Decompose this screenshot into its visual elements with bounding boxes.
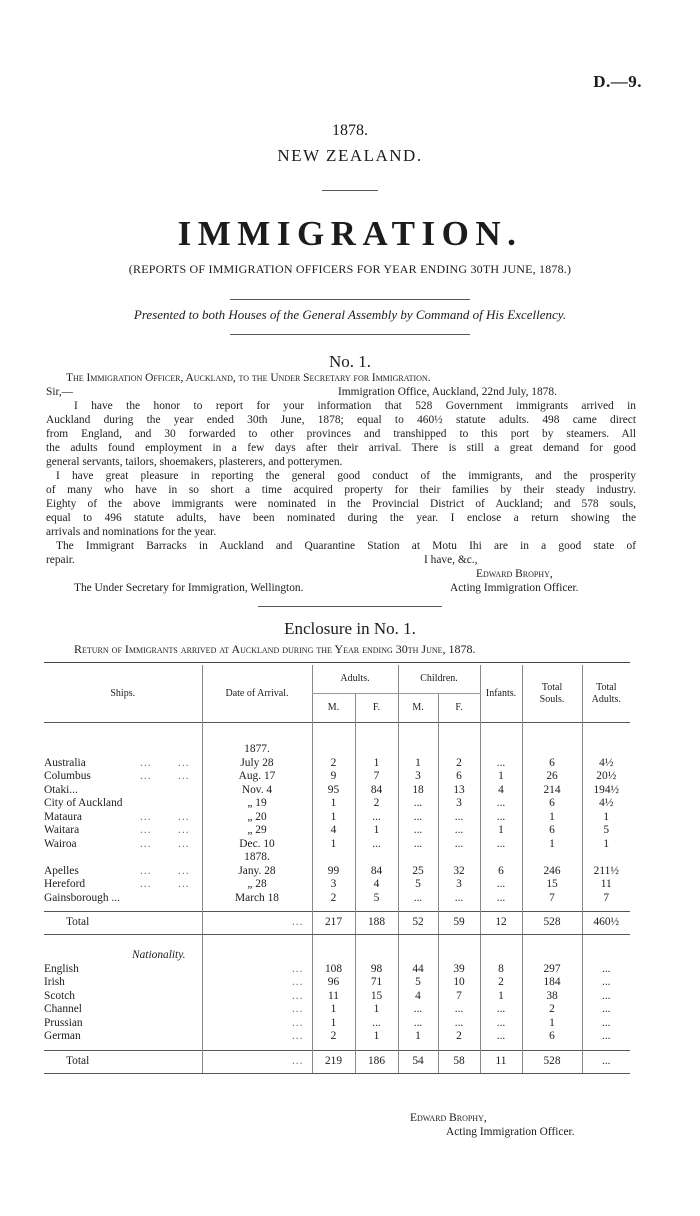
ship-name [44,865,202,879]
document-country: NEW ZEALAND. [277,146,423,165]
nationality-row [44,990,630,1004]
empty-cell [522,949,582,963]
letter-line: I have great pleasure in reporting the general good conduct of the immigrants, and the prosperity [56,470,636,482]
empty-cell [522,851,582,865]
children-m-cell: ... [398,838,438,852]
children-m-cell: ... [398,811,438,825]
total-souls-cell: 1 [522,811,582,825]
ship-row [44,770,630,784]
children-m-cell: ... [398,797,438,811]
adults-m-cell: 217 [312,912,355,935]
infants-cell: 12 [480,912,522,935]
spacer-cell [398,935,438,950]
letter-line: the adults found employment in a few days after their arrival. There is still a great demand for good [46,442,636,454]
infants-cell: 4 [480,784,522,798]
spacer-cell [480,935,522,950]
spacer-cell [202,723,312,744]
leader-dots: ... [178,837,190,850]
total-souls-cell: 6 [522,797,582,811]
spacer-cell [480,723,522,744]
ship-name [44,770,202,784]
letter-line: general servants, tailors, shoemakers, plasterers, and potterymen. [46,456,343,468]
col-header-children-m: M. [398,694,438,723]
ship-name [44,797,202,811]
letter-line: equal to 496 statute adults, have been nominated during the year. I enclose a return showing the [46,512,636,524]
col-header-total-souls: Total Souls. [522,665,582,723]
return-title: Return of Immigrants arrived at Auckland during the Year ending 30th June, 1878. [74,642,476,656]
adults-m-cell: 1 [312,838,355,852]
letter-line: Eighty of the above immigrants were nominated in the Provincial District of Auckland; and 578 souls, [46,498,636,510]
spacer-cell [202,935,312,950]
total-adults-cell: ... [582,1003,630,1017]
adults-f-cell: 71 [355,976,398,990]
spacer-cell [438,723,480,744]
year-label: 1877. [202,743,312,757]
empty-cell [480,743,522,757]
nationality-row [44,1003,630,1017]
adults-f-cell: 188 [355,912,398,935]
col-header-children: Children. [398,665,480,694]
total-adults-cell: ... [582,1050,630,1073]
children-f-cell: 13 [438,784,480,798]
col-header-adults-m: M. [312,694,355,723]
total-label: Total [44,1050,202,1073]
total-adults-cell: 4½ [582,757,630,771]
children-f-cell: ... [438,824,480,838]
subtitle-divider [230,299,470,300]
col-header-adults-f: F. [355,694,398,723]
year-label: 1878. [202,851,312,865]
ship-row [44,797,630,811]
table-top-rule [44,662,630,663]
total-adults-cell: 1 [582,838,630,852]
ship-name: Gainsborough ... [44,891,120,904]
adults-f-cell: ... [355,838,398,852]
total-adults-cell: 460½ [582,912,630,935]
date-cell: ... [202,976,312,990]
ship-name-text: Mataura [44,810,82,823]
adults-m-cell: 2 [312,1030,355,1044]
children-m-cell: 1 [398,1030,438,1044]
nationality-name: Irish [44,976,65,988]
empty-cell [312,851,355,865]
spacer-cell [355,723,398,744]
adults-f-cell: 186 [355,1050,398,1073]
empty-cell [438,949,480,963]
nationality-heading: Nationality. [132,949,186,961]
infants-cell: ... [480,1030,522,1044]
empty-cell [202,949,312,963]
children-f-cell: 6 [438,770,480,784]
empty-cell [398,949,438,963]
letter-closing: I have, &c., [424,554,478,566]
leader-dots: ... [140,878,152,890]
adults-f-cell: ... [355,811,398,825]
col-header-adults: Adults. [312,665,398,694]
date-cell: Nov. 4 [202,784,312,798]
children-m-cell: 52 [398,912,438,935]
total-adults-cell: 194½ [582,784,630,798]
date-cell: ... [202,1017,312,1031]
ship-name-text: Australia [44,756,86,769]
adults-m-cell: 95 [312,784,355,798]
total-souls-cell: 38 [522,990,582,1004]
ship-row [44,865,630,879]
spacer-cell [522,935,582,950]
spacer-row [44,935,630,950]
letter-address-line: The Immigration Officer, Auckland, to the Under Secretary for Immigration. [66,372,431,384]
presented-divider [230,334,470,335]
leader-dots: ... [178,864,190,877]
spacer-cell [312,723,355,744]
total-adults-cell: ... [582,1017,630,1031]
ship-name [44,811,202,825]
spacer-cell [582,935,630,950]
letter-line: Auckland during the year ended 30th June, 1878; equal to 460½ statute adults. 498 came direct [46,414,636,426]
total-adults-cell: 11 [582,878,630,892]
adults-f-cell: ... [355,1017,398,1031]
children-f-cell: 10 [438,976,480,990]
empty-cell [355,743,398,757]
children-f-cell: 39 [438,963,480,977]
letter-salutation: Sir,— [46,386,74,398]
children-m-cell: 1 [398,757,438,771]
total-adults-cell: ... [582,1030,630,1044]
children-m-cell: 3 [398,770,438,784]
infants-cell: ... [480,1017,522,1031]
ship-row [44,784,630,798]
adults-f-cell: 1 [355,757,398,771]
infants-cell: 6 [480,865,522,879]
date-cell: March 18 [202,892,312,906]
spacer-cell [44,723,202,744]
col-header-children-f: F. [438,694,480,723]
document-reference: D.—9. [593,72,642,91]
spacer-row [44,723,630,744]
infants-cell: ... [480,838,522,852]
total-label: Total [44,912,202,935]
letter-line: The Immigrant Barracks in Auckland and Quarantine Station at Motu Ihi are in a good state of [56,540,636,552]
adults-m-cell: 96 [312,976,355,990]
empty-cell [312,743,355,757]
total-souls-cell: 6 [522,1030,582,1044]
nationality-name: Scotch [44,989,76,1002]
adults-f-cell: 84 [355,784,398,798]
children-m-cell: 25 [398,865,438,879]
empty-cell [398,851,438,865]
adults-m-cell: 9 [312,770,355,784]
nationality-name: Prussian [44,1016,83,1029]
letter-line: of many who have in so short a time acquired property for their families by their steady industry. [46,484,636,496]
leader-dots: ... [178,770,190,782]
children-f-cell: ... [438,892,480,906]
adults-f-cell: 2 [355,797,398,811]
ship-row [44,757,630,771]
spacer-cell [355,935,398,950]
date-cell: ... [202,1003,312,1017]
infants-cell: 1 [480,990,522,1004]
date-cell: ... [202,912,312,935]
total-adults-cell: 211½ [582,865,630,879]
total-souls-cell: 246 [522,865,582,879]
children-m-cell: ... [398,892,438,906]
col-header-ships: Ships. [110,687,136,699]
children-m-cell: 44 [398,963,438,977]
empty-cell [312,949,355,963]
date-cell: ... [202,990,312,1004]
children-m-cell: ... [398,824,438,838]
col-header-infants: Infants. [480,665,522,723]
document-year: 1878. [332,122,368,139]
total-souls-cell: 2 [522,1003,582,1017]
total-souls-cell: 6 [522,757,582,771]
letter-dateline: Immigration Office, Auckland, 22nd July, 1878. [338,386,557,398]
ship-name [44,757,202,771]
total-souls-cell: 528 [522,912,582,935]
spacer-cell [438,935,480,950]
total-souls-cell: 6 [522,824,582,838]
date-cell: Jany. 28 [202,865,312,879]
infants-cell: 1 [480,824,522,838]
ship-name: Otaki... [44,783,78,796]
nationality-row [44,1017,630,1031]
ships-total-row [44,912,630,935]
spacer-cell [312,935,355,950]
leader-dots: ... [178,756,190,769]
adults-f-cell: 84 [355,865,398,879]
adults-m-cell: 219 [312,1050,355,1073]
adults-m-cell: 1 [312,1017,355,1031]
ship-name-text: Apelles [44,864,79,877]
page-title: IMMIGRATION. [177,214,523,253]
total-adults-cell: 20½ [582,770,630,784]
infants-cell: ... [480,878,522,892]
letter-line: repair. [46,554,75,566]
date-cell: ... [202,1050,312,1073]
letter-addressee: The Under Secretary for Immigration, Wellington. [74,582,304,594]
nationality-name: English [44,962,79,975]
empty-cell [480,851,522,865]
ship-row [44,824,630,838]
nationality-total-row [44,1050,630,1073]
title-divider [322,190,378,191]
leader-dots: ... [178,878,190,890]
nationality-heading-row [44,949,630,963]
letter-line: I have the honor to report for your information that 528 Government immigrants arrived in [74,400,636,412]
total-adults-cell: ... [582,963,630,977]
total-souls-cell: 15 [522,878,582,892]
leader-dots: ... [140,770,152,782]
date-cell: ... [202,1030,312,1044]
infants-cell: ... [480,757,522,771]
children-f-cell: 32 [438,865,480,879]
adults-m-cell: 2 [312,757,355,771]
infants-cell: 11 [480,1050,522,1073]
adults-f-cell: 1 [355,1003,398,1017]
children-f-cell: 2 [438,1030,480,1044]
children-f-cell: ... [438,811,480,825]
empty-cell [522,743,582,757]
leader-dots: ... [178,810,190,823]
empty-cell [398,743,438,757]
empty-cell [582,743,630,757]
infants-cell: ... [480,811,522,825]
spacer-cell [398,723,438,744]
total-adults-cell: 7 [582,892,630,906]
total-souls-cell: 528 [522,1050,582,1073]
children-f-cell: 3 [438,878,480,892]
ship-name [44,878,202,892]
return-signature-title: Acting Immigration Officer. [446,1126,575,1138]
ship-row [44,838,630,852]
ship-name-text: Hereford [44,878,86,890]
children-f-cell: ... [438,1017,480,1031]
nationality-name: Channel [44,1003,82,1015]
spacer-cell [44,935,202,950]
ship-name [44,838,202,852]
empty-cell [438,743,480,757]
children-m-cell: ... [398,1003,438,1017]
total-adults-cell: ... [582,990,630,1004]
adults-f-cell: 7 [355,770,398,784]
adults-m-cell: 1 [312,811,355,825]
total-souls-cell: 214 [522,784,582,798]
leader-dots: ... [140,756,152,769]
date-cell: „ 19 [202,797,312,811]
total-souls-cell: 7 [522,892,582,906]
letter-signature: Edward Brophy, [476,568,553,580]
enclosure-divider [258,606,442,607]
leader-dots: ... [140,810,152,823]
infants-cell: ... [480,1003,522,1017]
letter-signature-title: Acting Immigration Officer. [450,582,579,594]
children-m-cell: 54 [398,1050,438,1073]
nationality-name: German [44,1030,81,1042]
adults-m-cell: 11 [312,990,355,1004]
letter-line: arrivals and nominations for the year. [46,526,217,538]
spacer-cell [582,723,630,744]
children-m-cell: 5 [398,878,438,892]
infants-cell: 8 [480,963,522,977]
date-cell: July 28 [202,757,312,771]
adults-m-cell: 3 [312,878,355,892]
total-souls-cell: 1 [522,1017,582,1031]
presented-line: Presented to both Houses of the General Assembly by Command of His Excellency. [133,307,567,322]
date-cell: „ 29 [202,824,312,838]
nationality-row [44,963,630,977]
empty-cell [582,949,630,963]
total-adults-cell: 5 [582,824,630,838]
children-m-cell: 5 [398,976,438,990]
children-m-cell: 18 [398,784,438,798]
letter-line: from England, and 30 forwarded to other provinces and transhipped to this port by steamers. All [46,428,636,440]
adults-f-cell: 15 [355,990,398,1004]
children-m-cell: ... [398,1017,438,1031]
total-adults-cell: 4½ [582,797,630,811]
adults-f-cell: 5 [355,892,398,906]
empty-cell [480,949,522,963]
col-header-date: Date of Arrival. [202,665,312,723]
empty-cell [44,851,202,865]
date-cell: Dec. 10 [202,838,312,852]
enclosure-title: Enclosure in No. 1. [284,619,416,638]
total-souls-cell: 297 [522,963,582,977]
adults-m-cell: 2 [312,892,355,906]
empty-cell [438,851,480,865]
nationality-row [44,1030,630,1044]
leader-dots: ... [140,864,152,877]
empty-cell [582,851,630,865]
ship-row [44,892,630,906]
ship-row [44,878,630,892]
children-m-cell: 4 [398,990,438,1004]
ship-row [44,811,630,825]
leader-dots: ... [140,837,152,850]
total-souls-cell: 184 [522,976,582,990]
total-adults-cell: ... [582,976,630,990]
total-souls-cell: 26 [522,770,582,784]
spacer-cell [522,723,582,744]
adults-f-cell: 4 [355,878,398,892]
total-souls-cell: 1 [522,838,582,852]
adults-f-cell: 98 [355,963,398,977]
total-adults-cell: 1 [582,811,630,825]
leader-dots: ... [140,824,152,836]
adults-m-cell: 1 [312,1003,355,1017]
children-f-cell: ... [438,1003,480,1017]
empty-cell [355,851,398,865]
year-row [44,851,630,865]
ship-name [44,824,202,838]
ship-name-text: Columbus [44,770,91,782]
ship-name-text: Waitara [44,824,80,836]
adults-m-cell: 108 [312,963,355,977]
date-cell: Aug. 17 [202,770,312,784]
infants-cell: 2 [480,976,522,990]
immigrants-return-table [44,665,630,1074]
adults-f-cell: 1 [355,1030,398,1044]
children-f-cell: 7 [438,990,480,1004]
ship-name-text: City of Auckland [44,797,123,809]
adults-m-cell: 1 [312,797,355,811]
date-cell: „ 20 [202,811,312,825]
infants-cell: ... [480,797,522,811]
empty-cell [44,743,202,757]
year-row [44,743,630,757]
col-header-total-adults: Total Adults. [582,665,630,723]
date-cell: „ 28 [202,878,312,892]
ship-name-text: Wairoa [44,837,77,850]
return-signature: Edward Brophy, [410,1112,487,1124]
infants-cell: 1 [480,770,522,784]
empty-cell [355,949,398,963]
children-f-cell: 58 [438,1050,480,1073]
letter-number: No. 1. [328,352,372,371]
leader-dots: ... [178,824,190,836]
children-f-cell: 3 [438,797,480,811]
page-subtitle: (REPORTS OF IMMIGRATION OFFICERS FOR YEAR ENDING 30TH JUNE, 1878.) [128,262,572,276]
adults-m-cell: 99 [312,865,355,879]
children-f-cell: ... [438,838,480,852]
children-f-cell: 2 [438,757,480,771]
date-cell: ... [202,963,312,977]
infants-cell: ... [480,892,522,906]
adults-m-cell: 4 [312,824,355,838]
adults-f-cell: 1 [355,824,398,838]
children-f-cell: 59 [438,912,480,935]
nationality-row [44,976,630,990]
